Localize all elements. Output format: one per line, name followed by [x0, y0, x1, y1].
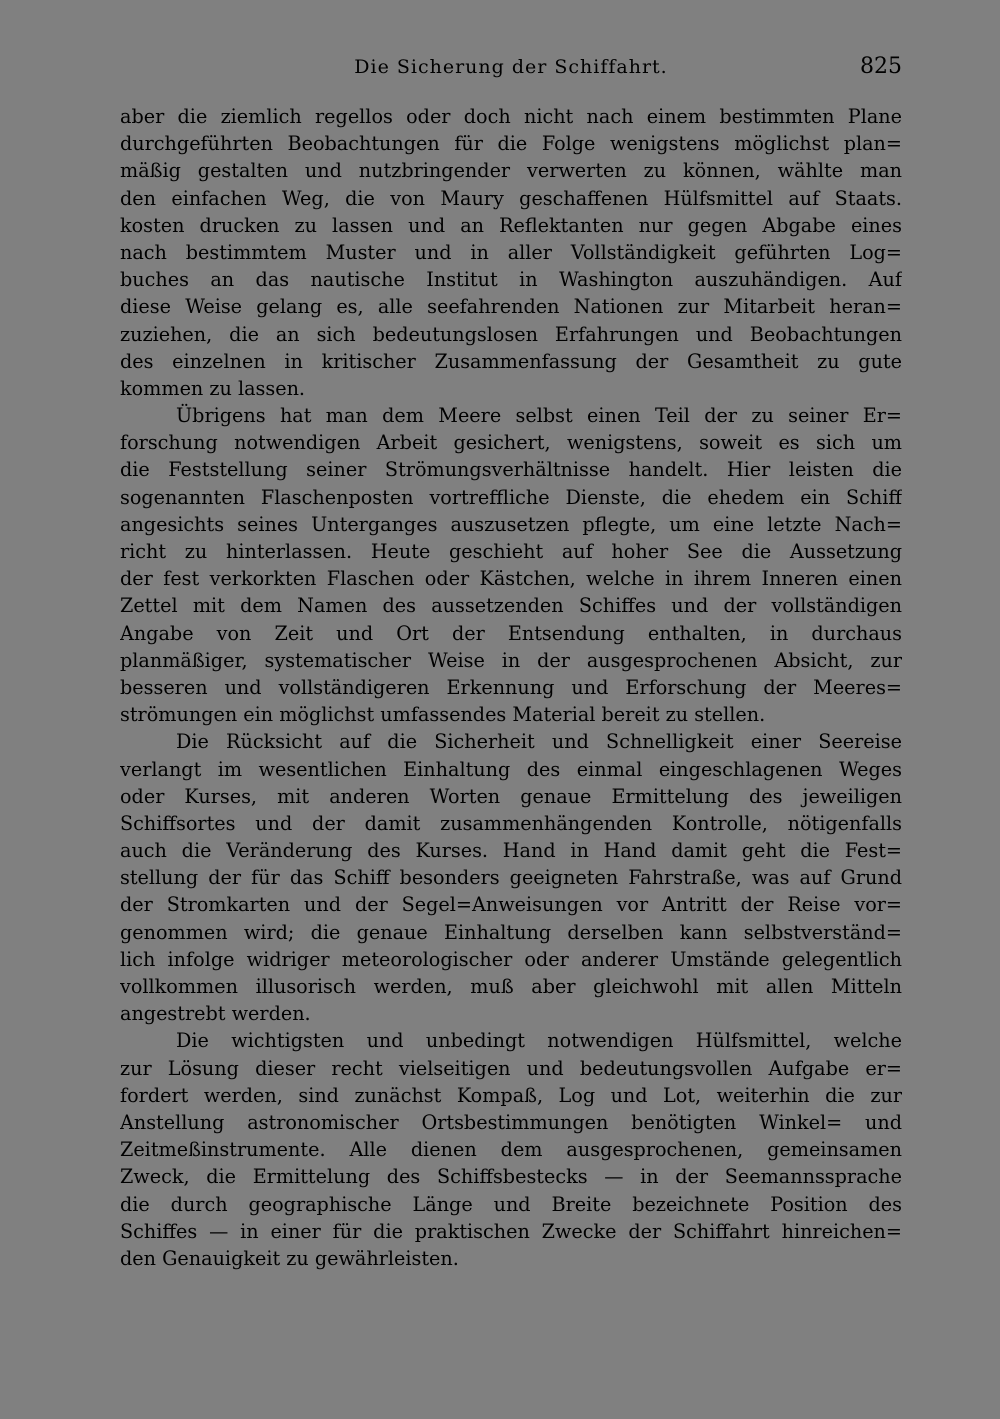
- body-text: [120, 103, 902, 1272]
- text-line: Schiffsortes und der damit zusammenhängenden Kontrolle, nötigenfalls: [120, 811, 902, 835]
- text-line: Zweck, die Ermittelung des Schiffsbestecks — in der Seemannssprache: [120, 1165, 902, 1189]
- text-line: zur Lösung dieser recht vielseitigen und bedeutungsvollen Aufgabe er=: [120, 1056, 902, 1080]
- text-line: stellung der für das Schiff besonders geeigneten Fahrstraße, was auf Grund: [120, 866, 902, 890]
- text-line: die Feststellung seiner Strömungsverhältnisse handelt. Hier leisten die: [120, 458, 902, 482]
- text-line: den einfachen Weg, die von Maury geschaffenen Hülfsmittel auf Staats.: [120, 186, 902, 210]
- text-line: durchgeführten Beobachtungen für die Folge wenigstens möglichst plan=: [120, 132, 902, 156]
- text-line: kommen zu lassen.: [120, 376, 306, 400]
- text-line: buches an das nautische Institut in Washington auszuhändigen. Auf: [120, 268, 902, 292]
- text-line: forschung notwendigen Arbeit gesichert, wenigstens, soweit es sich um: [120, 431, 902, 455]
- running-title: Die Sicherung der Schiffahrt.: [354, 56, 668, 78]
- text-line: die durch geographische Länge und Breite bezeichnete Position des: [120, 1192, 902, 1216]
- text-line: verlangt im wesentlichen Einhaltung des einmal eingeschlagenen Weges: [120, 757, 902, 781]
- text-line: zuziehen, die an sich bedeutungslosen Erfahrungen und Beobachtungen: [120, 322, 902, 346]
- page-header: [120, 56, 902, 88]
- text-line: Die wichtigsten und unbedingt notwendigen Hülfsmittel, welche: [176, 1029, 902, 1053]
- text-line: angestrebt werden.: [120, 1002, 311, 1026]
- paragraph-2: [120, 402, 902, 728]
- text-line: Die Rücksicht auf die Sicherheit und Schnelligkeit einer Seereise: [176, 730, 902, 754]
- text-line: sogenannten Flaschenposten vortreffliche Dienste, die ehedem ein Schiff: [120, 485, 902, 509]
- text-line: Anstellung astronomischer Ortsbestimmungen benötigten Winkel= und: [120, 1110, 902, 1134]
- text-line: des einzelnen in kritischer Zusammenfassung der Gesamtheit zu gute: [120, 349, 902, 373]
- text-line: angesichts seines Unterganges auszusetzen pflegte, um eine letzte Nach=: [120, 512, 902, 536]
- text-line: diese Weise gelang es, alle seefahrenden Nationen zur Mitarbeit heran=: [120, 295, 902, 319]
- text-line: genommen wird; die genaue Einhaltung derselben kann selbstverständ=: [120, 920, 902, 944]
- text-line: Angabe von Zeit und Ort der Entsendung enthalten, in durchaus: [120, 621, 902, 645]
- text-line: Zeitmeßinstrumente. Alle dienen dem ausgesprochenen, gemeinsamen: [120, 1138, 902, 1162]
- text-line: kosten drucken zu lassen und an Reflektanten nur gegen Abgabe eines: [120, 213, 902, 237]
- text-line: auch die Veränderung des Kurses. Hand in Hand damit geht die Fest=: [120, 839, 902, 863]
- text-line: Zettel mit dem Namen des aussetzenden Schiffes und der vollständigen: [120, 594, 902, 618]
- text-line: lich infolge widriger meteorologischer oder anderer Umstände gelegentlich: [120, 947, 902, 971]
- text-line: Übrigens hat man dem Meere selbst einen Teil der zu seiner Er=: [176, 404, 902, 428]
- text-line: mäßig gestalten und nutzbringender verwerten zu können, wählte man: [120, 159, 902, 183]
- text-line: vollkommen illusorisch werden, muß aber gleichwohl mit allen Mitteln: [120, 975, 902, 998]
- page-number: 825: [860, 54, 902, 79]
- text-line: aber die ziemlich regellos oder doch nicht nach einem bestimmten Plane: [120, 105, 902, 128]
- paragraph-1: [120, 103, 902, 402]
- paragraph-4: [120, 1027, 902, 1272]
- text-line: fordert werden, sind zunächst Kompaß, Log und Lot, weiterhin die zur: [120, 1083, 902, 1107]
- text-line: der Stromkarten und der Segel=Anweisungen vor Antritt der Reise vor=: [120, 893, 902, 917]
- text-line: besseren und vollständigeren Erkennung und Erforschung der Meeres=: [120, 675, 902, 699]
- text-line: strömungen ein möglichst umfassendes Material bereit zu stellen.: [120, 703, 766, 727]
- text-line: nach bestimmtem Muster und in aller Vollständigkeit geführten Log=: [120, 240, 902, 264]
- text-line: der fest verkorkten Flaschen oder Kästchen, welche in ihrem Inneren einen: [120, 567, 902, 591]
- text-line: oder Kurses, mit anderen Worten genaue Ermittelung des jeweiligen: [120, 784, 902, 808]
- paragraph-3: [120, 728, 902, 1027]
- text-line: planmäßiger, systematischer Weise in der ausgesprochenen Absicht, zur: [120, 648, 902, 672]
- text-line: den Genauigkeit zu gewährleisten.: [120, 1246, 459, 1270]
- text-line: richt zu hinterlassen. Heute geschieht auf hoher See die Aussetzung: [120, 540, 902, 563]
- text-line: Schiffes — in einer für die praktischen Zwecke der Schiffahrt hinreichen=: [120, 1219, 902, 1243]
